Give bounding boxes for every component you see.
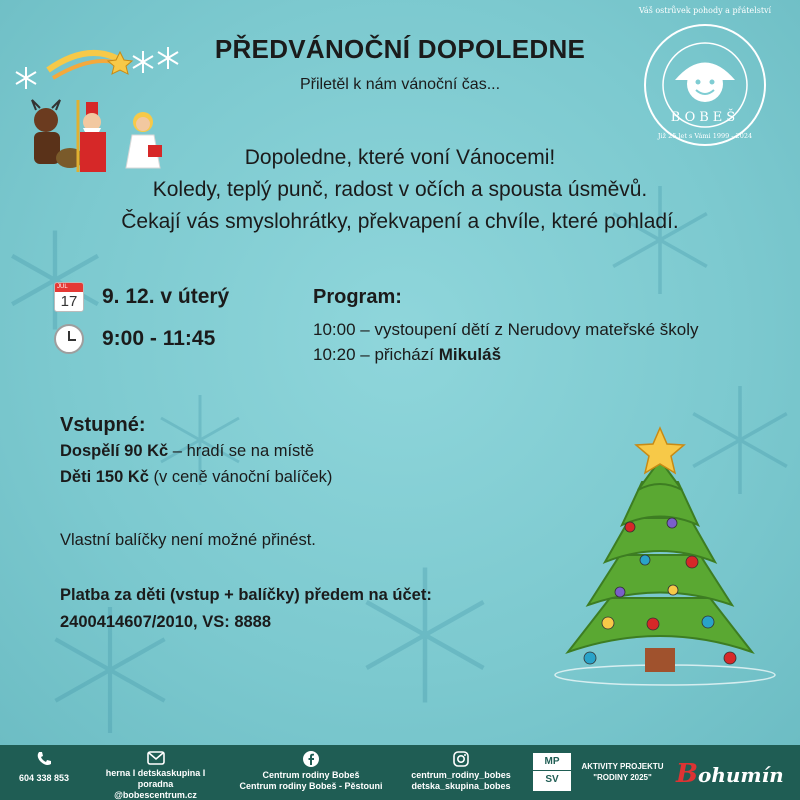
footer-instagram[interactable] [396,751,526,792]
mail-icon [147,751,165,765]
instagram-icon [453,751,469,767]
payment-info [60,582,432,636]
footer-instagram-line: centrum_rodiny_bobes [411,770,511,780]
calendar-icon: JUL 17 [54,282,84,312]
payment-line: Platba za děti (vstup + balíčky) předem na účet: [60,586,432,604]
program-section [313,286,699,367]
admission-heading: Vstupné: [60,414,146,436]
footer-facebook-line: Centrum rodiny Bobeš [262,770,360,780]
footer-email[interactable] [88,751,223,800]
page-title: PŘEDVÁNOČNÍ DOPOLEDNE [214,34,586,64]
program-heading: Program: [313,286,402,308]
phone-icon [36,751,52,767]
admission-section [60,412,332,490]
footer-facebook[interactable] [226,751,396,792]
intro-line: Dopoledne, které voní Vánocemi! [244,146,556,169]
admission-kids: Děti 150 Kč (v ceně vánoční balíček) [60,468,333,486]
payment-account: 2400414607/2010, VS: 8888 [60,613,272,631]
footer-email-line: herna I detskaskupina I poradna [105,768,206,789]
intro-line: Koledy, teplý punč, radost v očích a spousta úsměvů. [152,178,648,201]
admission-adults: Dospělí 90 Kč – hradí se na místě [60,442,315,460]
event-date [54,282,229,312]
event-time-text: 9:00 - 11:45 [102,327,216,350]
notice-text: Vlastní balíčky není možné přinést. [60,531,316,549]
snowflake-icon [0,225,110,335]
mpsv-logo: MP SV [533,753,571,791]
bobes-logo [638,6,772,150]
intro-line: Čekají vás smyslohrátky, překvapení a chvíle, které pohladí. [121,210,679,233]
facebook-icon [303,751,319,767]
event-date-text: 9. 12. v úterý [102,285,230,308]
program-item: 10:00 – vystoupení dětí z Nerudovy mateřské školy [313,320,699,339]
logo-anniversary: Již 25 let s Vámi 1999 - 2024 [657,132,753,140]
christmas-tree-illustration [550,420,790,690]
logo-name: BOBEŠ [670,110,740,125]
footer-email-line: @bobescentrum.cz [114,790,197,800]
event-time [54,324,215,354]
footer-facebook-line: Centrum rodiny Bobeš - Pěstouni [239,781,383,791]
intro-text [40,142,760,238]
clock-icon [54,324,84,354]
footer [0,745,800,800]
footer-instagram-line: detska_skupina_bobes [411,781,511,791]
program-item: 10:20 – přichází Mikuláš [313,345,502,364]
page-subtitle: Přiletěl k nám vánoční čas... [299,76,501,93]
bohumin-logo: Bohumín [676,759,784,789]
project-label: AKTIVITY PROJEKTU "RODINY 2025" [581,762,664,782]
logo-tagline: Váš ostrůvek pohody a přátelství [638,6,772,15]
footer-phone-text: 604 338 853 [18,773,70,783]
footer-phone[interactable] [14,751,74,784]
